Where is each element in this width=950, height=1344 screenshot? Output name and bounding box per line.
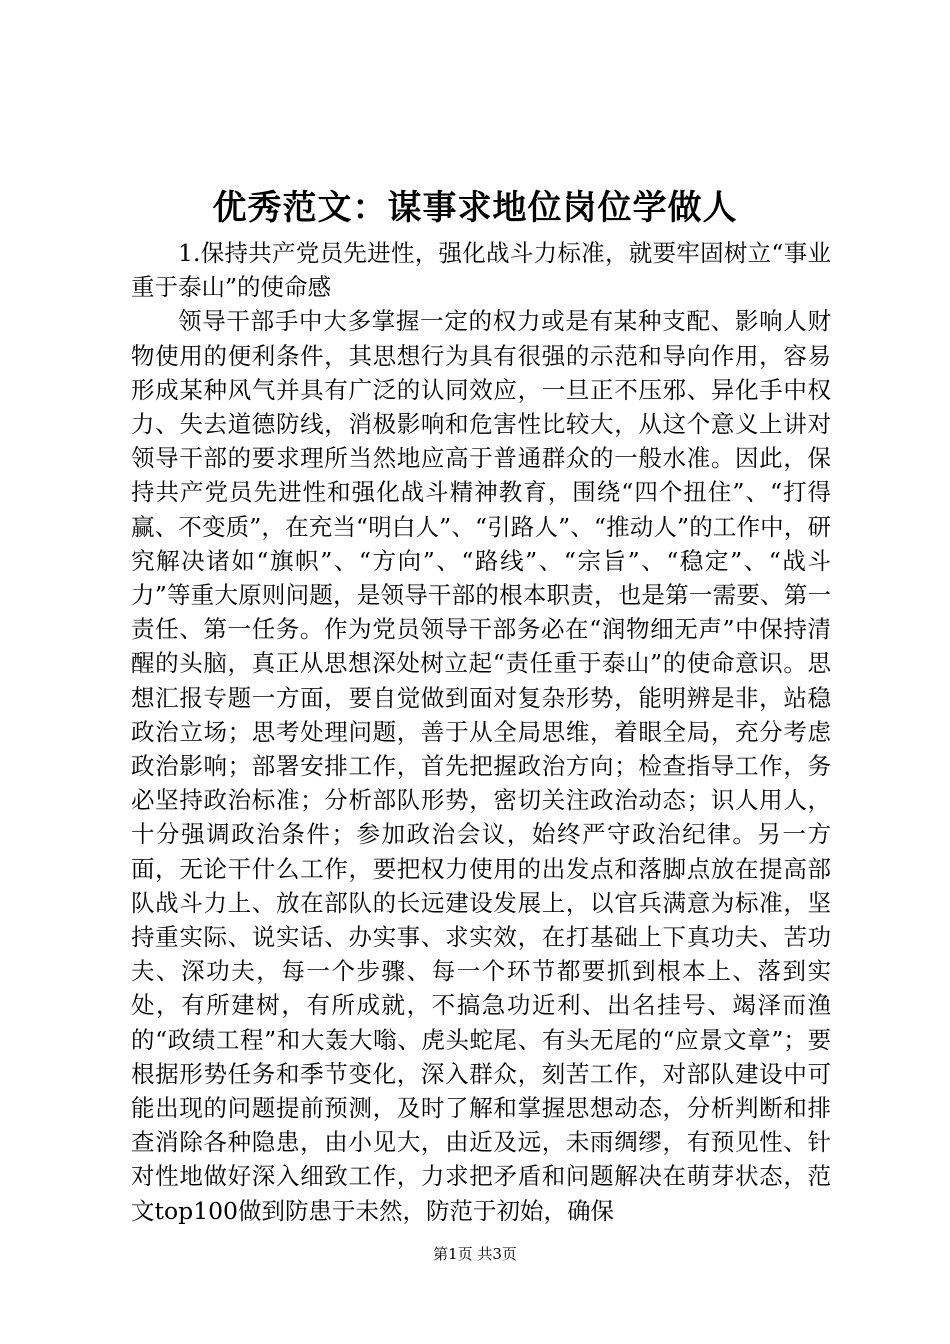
paragraph-main: 领导干部手中大多掌握一定的权力或是有某种支配、影响人财物使用的便利条件，其思想行为具有很强的示范和导向作用，容易形成某种风气并具有广泛的认同效应，一旦正不压邪、异化手中权力、失去道德防线，消极影响和危害性比较大，从这个意义上讲对领导干部的要求理所当然地应高于普通群众的一般水准。因此，保持共产党员先进性和强化战斗精神教育，围绕“四个扭住”、“打得赢、不变质”，在充当“明白人”、“引路人”、“推动人”的工作中，研究解决诸如“旗帜”、“方向”、“路线”、“宗旨”、“稳定”、“战斗力”等重大原则问题，是领导干部的根本职责，也是第一需要、第一责任、第一任务。作为党员领导干部务必在“润物细无声”中保持清醒的头脑，真正从思想深处树立起“责任重于泰山”的使命意识。思想汇报专题一方面，要自觉做到面对复杂形势，能明辨是非，站稳政治立场；思考处理问题，善于从全局思维，着眼全局，充分考虑政治影响；部署安排工作，首先把握政治方向；检查指导工作，务必坚持政治标准；分析部队形势，密切关注政治动态；识人用人，十分强调政治条件；参加政治会议，始终严守政治纪律。另一方面，无论干什么工作，要把权力使用的出发点和落脚点放在提高部队战斗力上、放在部队的长远建设发展上，以官兵满意为标准，坚持重实际、说实话、办实事、求实效，在打基础上下真功夫、苦功夫、深功夫，每一个步骤、每一个环节都要抓到根本上、落到实处，有所建树，有所成就，不搞急功近利、出名挂号、竭泽而渔的“政绩工程”和大轰大嗡、虎头蛇尾、有头无尾的“应景文章”；要根据形势任务和季节变化，深入群众，刻苦工作，对部队建设中可能出现的问题提前预测，及时了解和掌握思想动态，分析判断和排查消除各种隐患，由小见大，由近及远，未雨绸缪，有预见性、针对性地做好深入细致工作，力求把矛盾和问题解决在萌芽状态，范文top100做到防患于未然，防范于初始，确保 (131, 307, 831, 1225)
page-number-footer: 第1页 共3页 (433, 1245, 517, 1263)
paragraph-heading: 1.保持共产党员先进性，强化战斗力标准，就要牢固树立“事业重于泰山”的使命感 (131, 239, 831, 302)
document-title: 优秀范文：谋事求地位岗位学做人 (212, 188, 738, 228)
document-body (131, 236, 831, 1228)
